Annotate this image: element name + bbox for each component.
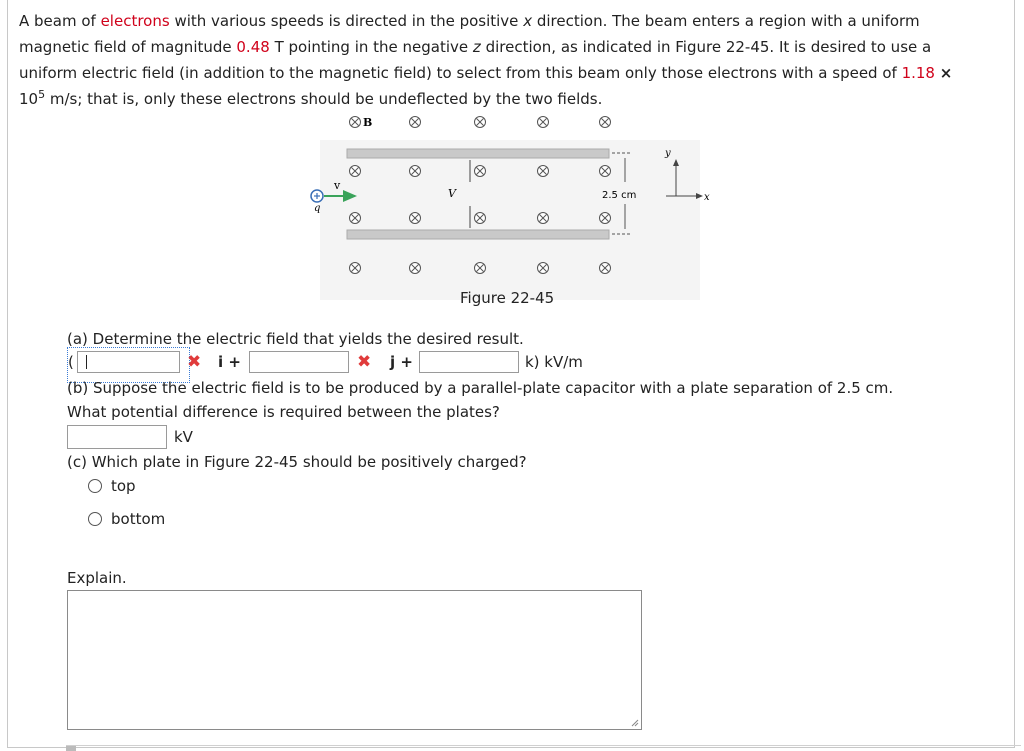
field-magnitude-value: 0.48 [236, 38, 270, 56]
electrons-term: electrons [100, 12, 170, 30]
text-cursor [86, 355, 87, 369]
explain-label: Explain. [67, 569, 127, 587]
e-field-i-input[interactable] [77, 351, 180, 373]
k-unit-label: k) kV/m [525, 353, 583, 371]
open-paren: ( [68, 353, 74, 371]
e-field-k-input[interactable] [419, 351, 519, 373]
b-field-label: B [363, 116, 373, 129]
top-plate-radio[interactable] [88, 479, 102, 493]
j-unit-label: j + [390, 353, 413, 371]
field-region [320, 140, 700, 300]
bottom-option-label[interactable]: bottom [111, 510, 166, 528]
resize-grip-icon[interactable] [631, 719, 639, 727]
kv-unit-label: kV [174, 428, 193, 446]
y-axis-label: y [665, 148, 671, 159]
explain-textarea[interactable] [67, 590, 642, 730]
x-axis-label: x [704, 192, 710, 203]
part-a-prompt: (a) Determine the electric field that yields the desired result. [67, 330, 524, 348]
charge-label: q [314, 203, 321, 214]
i-unit-label: i + [218, 353, 241, 371]
figure-caption: Figure 22-45 [460, 289, 555, 307]
part-b-prompt: (b) Suppose the electric field is to be produced by a parallel-plate capacitor with a plate separation of 2.5 cm. [67, 379, 894, 397]
figure-22-45 [300, 112, 720, 312]
editor-toolbar-edge [66, 745, 1021, 751]
e-field-j-input[interactable] [249, 351, 349, 373]
incorrect-icon: ✖ [357, 352, 372, 372]
incorrect-icon: ✖ [187, 352, 202, 372]
toolbar-handle [66, 746, 76, 751]
velocity-label: v [334, 179, 341, 192]
bottom-plate [347, 230, 609, 239]
bottom-plate-radio[interactable] [88, 512, 102, 526]
speed-value: 1.18 [901, 64, 935, 82]
plate-gap-label: 2.5 cm [602, 190, 637, 201]
problem-statement: A beam of electrons with various speeds is directed in the positive x direction. The beam enters a region with a uniform magnetic field of magnitude 0.48 T pointing in the negative z direction, as indicated in Figure 22-45. It is desired to use a uniform electric field (in addition to the magnetic field) to select from this beam only those electrons with a speed of 1.18 × $10^5$ m/s; that is, only these electrons should be undeflected by the two fields. [19, 12, 953, 108]
part-b-question: What potential difference is required between the plates? [67, 403, 500, 421]
top-plate [347, 149, 609, 158]
part-c-prompt: (c) Which plate in Figure 22-45 should be positively charged? [67, 453, 527, 471]
potential-difference-input[interactable] [67, 425, 167, 449]
voltage-label: V [448, 187, 456, 200]
top-option-label[interactable]: top [111, 477, 136, 495]
